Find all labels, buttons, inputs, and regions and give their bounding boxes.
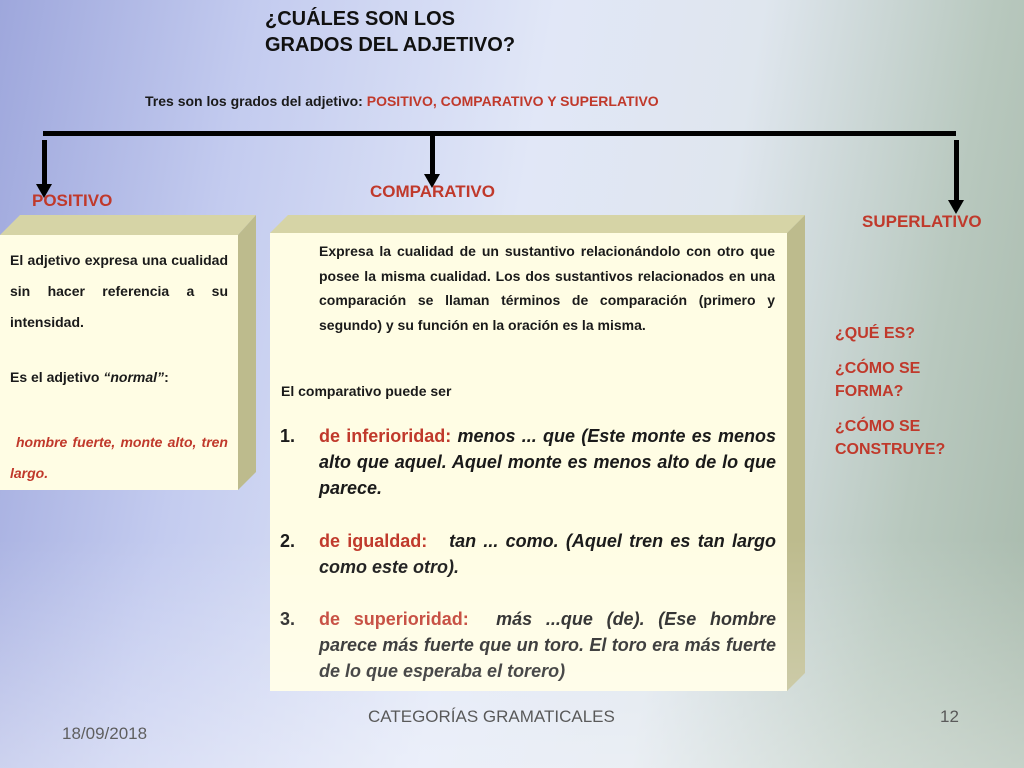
question-como-se-construye: ¿CÓMO SE CONSTRUYE?	[835, 418, 946, 458]
heading-comparativo: COMPARATIVO	[370, 182, 495, 201]
footer-page-number: 12	[940, 707, 959, 726]
positivo-examples: hombre fuerte, monte alto, tren largo.	[10, 434, 228, 481]
title-line-2: GRADOS DEL ADJETIVO?	[265, 34, 516, 56]
comparativo-item-1: 1. de inferioridad: menos ... que (Este monte es menos alto que aquel. Aquel monte es menos alto de lo que parece.	[280, 426, 776, 498]
question-que-es: ¿QUÉ ES?	[835, 325, 916, 342]
comparativo-lead: El comparativo puede ser	[281, 383, 452, 399]
intro-highlight: POSITIVO, COMPARATIVO Y SUPERLATIVO	[366, 93, 659, 109]
title-line-1: ¿CUÁLES SON LOS	[265, 8, 456, 30]
superlativo-questions	[835, 322, 995, 461]
question-como-se-forma: ¿CÓMO SE FORMA?	[835, 360, 921, 400]
footer-title: CATEGORÍAS GRAMATICALES	[368, 707, 615, 726]
connector-bar	[43, 131, 956, 136]
slide-title	[265, 6, 515, 58]
comparativo-item-2: 2. de igualdad: tan ... como. (Aquel tren es tan largo como este otro).	[280, 531, 782, 577]
positivo-box	[0, 215, 256, 490]
positivo-definition: El adjetivo expresa una cualidad sin hacer referencia a su intensidad.	[10, 252, 228, 330]
heading-superlativo: SUPERLATIVO	[862, 212, 982, 231]
comparativo-item-3: 3. de superioridad: más ...que (de). (Ese hombre parece más fuerte que un toro. El toro era más fuerte de lo que esperaba el torero)	[280, 609, 782, 681]
heading-positivo: POSITIVO	[32, 191, 113, 210]
intro-prefix: Tres son los grados del adjetivo:	[145, 93, 367, 109]
intro-line	[145, 93, 659, 109]
positivo-normal-line: Es el adjetivo “normal”:	[10, 369, 169, 385]
footer-date: 18/09/2018	[62, 724, 148, 743]
comparativo-definition: Expresa la cualidad de un sustantivo relacionándolo con otro que posee la misma cualidad. Los dos sustantivos relacionados en una comparación se llaman términos de comparación (primero y segundo) y su función en la oración es la misma.	[319, 243, 775, 333]
comparativo-box	[270, 215, 805, 691]
